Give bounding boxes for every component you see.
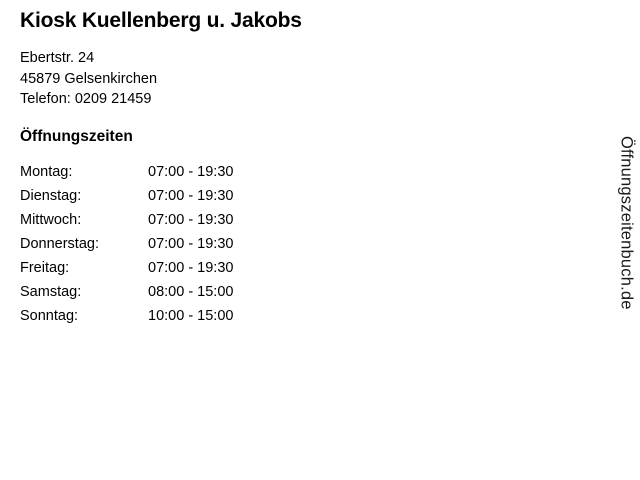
listing-content	[20, 8, 590, 330]
time-value: 07:00 - 19:30	[148, 235, 234, 252]
watermark-label: Öffnungszeitenbuch.de	[617, 136, 636, 310]
table-row	[20, 258, 288, 282]
opening-hours-table	[20, 162, 288, 330]
day-label: Donnerstag:	[20, 235, 99, 252]
watermark	[612, 136, 640, 386]
day-label: Samstag:	[20, 283, 82, 300]
time-value: 07:00 - 19:30	[148, 163, 234, 180]
day-label: Mittwoch:	[20, 211, 82, 228]
time-value: 10:00 - 15:00	[148, 307, 234, 324]
phone-number: Telefon: 0209 21459	[20, 91, 152, 107]
table-row	[20, 306, 288, 330]
address-block	[20, 48, 590, 110]
time-value: 07:00 - 19:30	[148, 211, 234, 228]
day-label: Freitag:	[20, 259, 70, 276]
table-row	[20, 186, 288, 210]
opening-hours-heading: Öffnungszeiten	[20, 127, 133, 145]
table-row	[20, 162, 288, 186]
time-value: 08:00 - 15:00	[148, 283, 234, 300]
address-city: 45879 Gelsenkirchen	[20, 70, 158, 87]
table-row	[20, 234, 288, 258]
day-label: Montag:	[20, 163, 73, 180]
day-label: Dienstag:	[20, 187, 82, 204]
day-label: Sonntag:	[20, 307, 79, 324]
table-row	[20, 282, 288, 306]
address-street: Ebertstr. 24	[20, 50, 95, 66]
time-value: 07:00 - 19:30	[148, 187, 234, 204]
time-value: 07:00 - 19:30	[148, 259, 234, 276]
table-row	[20, 210, 288, 234]
page-title: Kiosk Kuellenberg u. Jakobs	[20, 9, 302, 32]
